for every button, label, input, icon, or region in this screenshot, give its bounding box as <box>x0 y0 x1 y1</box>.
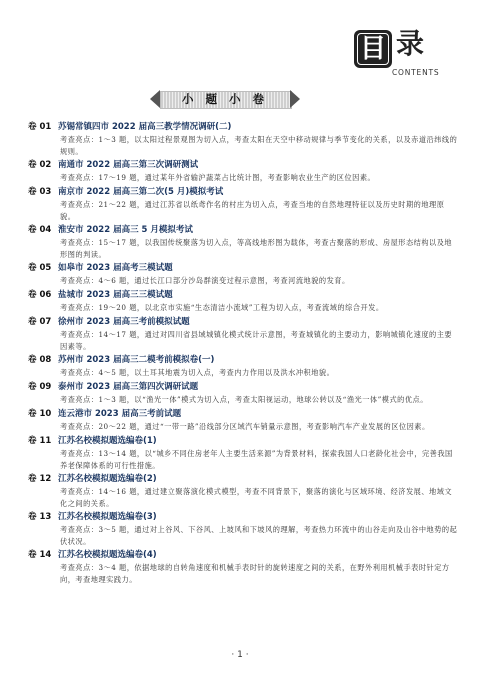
entry-number: 卷 08 <box>28 355 52 365</box>
entry-title[interactable]: 南通市 2022 届高三第三次调研测试 <box>58 160 199 170</box>
entry-number: 卷 05 <box>28 263 52 273</box>
entry-title[interactable]: 江苏名校模拟题选编卷(4) <box>58 550 157 560</box>
entry-number: 卷 09 <box>28 382 52 392</box>
section-banner <box>150 88 300 110</box>
entry-description: 考查亮点：19～20 题，以北京市实施“生态清洁小流域”工程为切入点，考查流域的综合开发。 <box>60 303 384 312</box>
entry-number: 卷 10 <box>28 409 52 419</box>
entry-description: 考查亮点：4～5 题，以土耳其地震为切入点，考查内力作用以及洪水冲积地貌。 <box>60 368 335 377</box>
contents-entry[interactable] <box>28 380 458 407</box>
entry-description: 考查亮点：20～22 题，通过“一带一路”沿线部分区域汽车销量示意图，考查影响汽车产业发展的区位因素。 <box>60 422 430 431</box>
contents-logo <box>354 24 444 84</box>
entry-description: 考查亮点：14～17 题，通过对四川省县域城镇化模式统计示意图，考查城镇化的主要动力，影响城镇化速度的主要因素等。 <box>60 330 453 351</box>
entry-title[interactable]: 江苏名校模拟题选编卷(1) <box>58 436 157 446</box>
entry-title[interactable]: 徐州市 2023 届高三考前模拟试题 <box>58 317 190 327</box>
section-title: 小 题 小 卷 <box>181 92 268 106</box>
entry-number: 卷 13 <box>28 512 52 522</box>
entry-description: 考查亮点：3～5 题，通过对上谷风、下谷风、上坡风和下坡风的理解，考查热力环流中的山谷走向及山谷中地势的起伏状况。 <box>60 525 458 546</box>
contents-entry[interactable] <box>28 261 458 288</box>
entry-title[interactable]: 如皋市 2023 届高考三模试题 <box>58 263 173 273</box>
entry-number: 卷 06 <box>28 290 52 300</box>
entry-description: 考查亮点：15～17 题，以我国传统聚落为切入点，等高线地形图为载体，考查古聚落的形成、房屋形态结构以及地形图的判读。 <box>60 238 453 259</box>
entry-number: 卷 01 <box>28 122 52 132</box>
entry-number: 卷 03 <box>28 187 52 197</box>
entry-title[interactable]: 苏锡常镇四市 2022 届高三教学情况调研(二) <box>58 122 232 132</box>
contents-entry[interactable] <box>28 223 458 261</box>
entry-number: 卷 02 <box>28 160 52 170</box>
entry-number: 卷 14 <box>28 550 52 560</box>
contents-entry[interactable] <box>28 472 458 510</box>
entry-title[interactable]: 江苏名校模拟题选编卷(3) <box>58 512 157 522</box>
logo-subtitle: CONTENTS <box>392 68 440 77</box>
contents-entry[interactable] <box>28 288 458 315</box>
entry-title[interactable]: 盐城市 2023 届高三三模试题 <box>58 290 173 300</box>
entry-description: 考查亮点：17～19 题，通过某年外省输沪蔬菜占比统计图，考查影响农业生产的区位因素。 <box>60 173 376 182</box>
entry-number: 卷 12 <box>28 474 52 484</box>
contents-entry[interactable] <box>28 185 458 223</box>
contents-entry[interactable] <box>28 315 458 353</box>
entry-title[interactable]: 连云港市 2023 届高三考前试题 <box>58 409 182 419</box>
entry-title[interactable]: 淮安市 2022 届高三 5 月模拟考试 <box>58 225 193 235</box>
contents-entry[interactable] <box>28 510 458 548</box>
entry-description: 考查亮点：13～14 题，以“城乡不同住房老年人主要生活来源”为背景材料，探索我国人口老龄化社会中，完善我国养老保障体系的可行性措施。 <box>60 449 453 470</box>
contents-list <box>28 120 458 586</box>
page-number: · 1 · <box>231 650 249 660</box>
entry-description: 考查亮点：21～22 题，通过江苏省以纸鸢作名的村庄为切入点，考查当地的自然地理特征以及历史时期的地理原貌。 <box>60 200 445 221</box>
entry-number: 卷 04 <box>28 225 52 235</box>
contents-entry[interactable] <box>28 434 458 472</box>
contents-entry[interactable] <box>28 120 458 158</box>
entry-title[interactable]: 泰州市 2023 届高三第四次调研试题 <box>58 382 199 392</box>
contents-entry[interactable] <box>28 548 458 586</box>
entry-description: 考查亮点：3～4 题，依据地球的自转角速度和机械手表时针的旋转速度之间的关系，在野外利用机械手表时针定方向，考查地理实践力。 <box>60 563 450 584</box>
entry-description: 考查亮点：14～16 题，通过建立聚落演化模式模型，考查不同背景下，聚落的演化与区域环境、经济发展、地域文化之间的关系。 <box>60 487 453 508</box>
entry-description: 考查亮点：1～3 题，以“渔光一体”模式为切入点，考查太阳视运动，地球公转以及“渔光一体”模式的优点。 <box>60 395 428 404</box>
logo-char-lu: 录 <box>396 27 425 60</box>
contents-entry[interactable] <box>28 353 458 380</box>
entry-number: 卷 11 <box>28 436 52 446</box>
logo-box <box>354 30 392 68</box>
entry-title[interactable]: 江苏名校模拟题选编卷(2) <box>58 474 157 484</box>
entry-number: 卷 07 <box>28 317 52 327</box>
entry-title[interactable]: 南京市 2022 届高三第二次(5 月)模拟考试 <box>58 187 224 197</box>
entry-title[interactable]: 苏州市 2023 届高三二模考前模拟卷(一) <box>58 355 215 365</box>
contents-entry[interactable] <box>28 407 458 434</box>
entry-description: 考查亮点：1～3 题，以太阳过程景观图为切入点，考查太阳在天空中移动规律与季节变化的关系，以及赤道沿纬线的规则。 <box>60 135 458 156</box>
contents-entry[interactable] <box>28 158 458 185</box>
logo-char-mu: 目 <box>359 34 386 64</box>
entry-description: 考查亮点：4～6 题，通过长江口部分沙岛群演变过程示意图，考查河流地貌的发育。 <box>60 276 350 285</box>
